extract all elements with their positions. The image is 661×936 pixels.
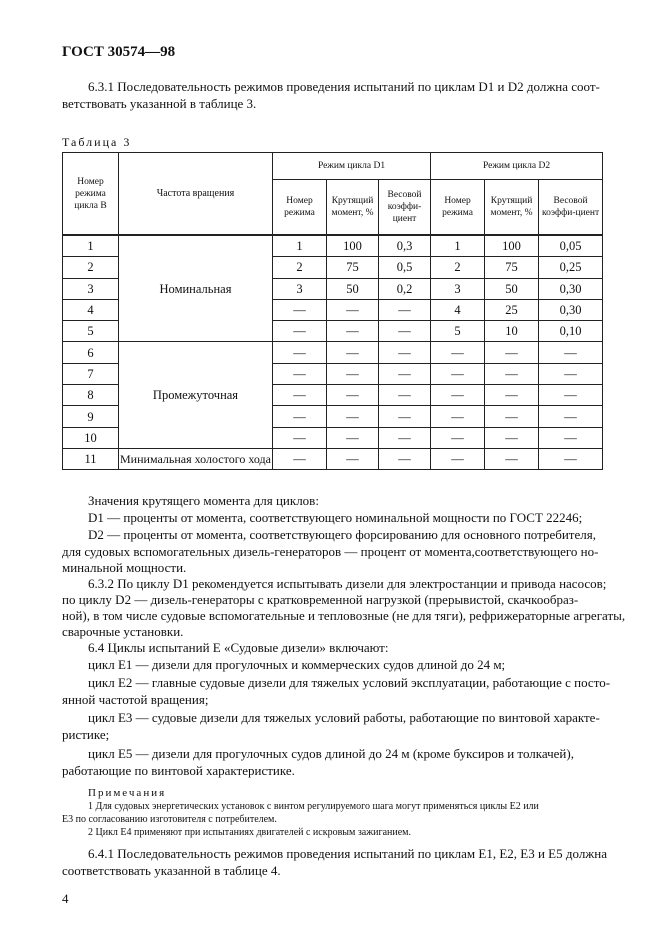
cell-b: 5 — [63, 321, 119, 342]
header-d1-torque: Крутящий момент, % — [327, 180, 379, 236]
cell-d1-num: — — [273, 299, 327, 320]
body-line: цикл E1 — дизели для прогулочных и коммерческих судов длиной до 24 м; — [88, 657, 506, 672]
cell-d1-num: — — [273, 363, 327, 384]
cell-d1-weight: — — [379, 321, 431, 342]
table-row — [63, 342, 603, 363]
cell-d2-num: — — [431, 342, 485, 363]
cell-d2-weight: — — [539, 342, 603, 363]
cell-d2-weight: 0,05 — [539, 235, 603, 257]
note-2: 2 Цикл E4 применяют при испытаниях двигателей с искровым зажиганием. — [88, 827, 412, 838]
cell-b: 8 — [63, 385, 119, 406]
body-line: ристике; — [62, 727, 110, 742]
cell-d1-torque: — — [327, 321, 379, 342]
body-line: D1 — проценты от момента, соответствующего номинальной мощности по ГОСТ 22246; — [88, 510, 583, 525]
cell-d2-num: — — [431, 385, 485, 406]
cell-b: 2 — [63, 257, 119, 278]
table-row — [63, 448, 603, 469]
cell-d1-torque: — — [327, 363, 379, 384]
cell-d2-torque: — — [485, 427, 539, 448]
cell-d2-num: — — [431, 363, 485, 384]
cell-d1-torque: 75 — [327, 257, 379, 278]
header-group-d2: Режим цикла D2 — [431, 153, 603, 180]
header-d2-torque: Крутящий момент, % — [485, 180, 539, 236]
cell-d1-num: — — [273, 385, 327, 406]
cell-d2-weight: — — [539, 427, 603, 448]
header-speed: Частота вращения — [119, 153, 273, 236]
final-line-1: 6.4.1 Последовательность режимов проведения испытаний по циклам E1, E2, E3 и E5 должна — [88, 846, 608, 861]
cell-d1-weight: — — [379, 448, 431, 469]
header-d2-num: Номер режима — [431, 180, 485, 236]
cell-d2-weight: 0,30 — [539, 278, 603, 299]
body-line: D2 — проценты от момента, соответствующего форсированию для основного потребителя, — [88, 527, 596, 542]
speed-nominal: Номинальная — [119, 235, 273, 342]
body-line: Значения крутящего момента для циклов: — [88, 493, 319, 508]
body-line: янной частотой вращения; — [62, 692, 209, 707]
cell-d1-num: — — [273, 321, 327, 342]
body-line: минальной мощности. — [62, 560, 187, 575]
cell-b: 3 — [63, 278, 119, 299]
cell-d2-num: — — [431, 406, 485, 427]
speed-intermediate: Промежуточная — [119, 342, 273, 448]
table-body — [63, 235, 603, 470]
cell-d2-num: — — [431, 448, 485, 469]
cell-d2-weight: 0,10 — [539, 321, 603, 342]
cell-d2-weight: — — [539, 448, 603, 469]
cell-d1-torque: — — [327, 427, 379, 448]
cell-d1-weight: — — [379, 363, 431, 384]
cell-d1-num: — — [273, 448, 327, 469]
cell-d2-torque: 75 — [485, 257, 539, 278]
cell-d2-torque: — — [485, 448, 539, 469]
body-line: цикл E3 — судовые дизели для тяжелых условий работы, работающие по винтовой характе- — [88, 710, 600, 725]
cell-d1-torque: 100 — [327, 235, 379, 257]
cell-d2-weight: — — [539, 406, 603, 427]
header-d2-weight: Весовой коэффи-циент — [539, 180, 603, 236]
cell-d2-torque: 100 — [485, 235, 539, 257]
cell-d1-weight: 0,3 — [379, 235, 431, 257]
body-line: цикл E5 — дизели для прогулочных судов длиной до 24 м (кроме буксиров и толкачей), — [88, 746, 574, 761]
table-3 — [62, 152, 603, 470]
body-line: ной), в том числе судовые вспомогательные и тепловозные (не для тяги), рефрижераторные агрегаты, — [62, 608, 626, 623]
header-mode-b: Номер режима цикла B — [63, 153, 119, 236]
cell-b: 1 — [63, 235, 119, 257]
cell-d2-num: — — [431, 427, 485, 448]
cell-d1-weight: — — [379, 385, 431, 406]
intro-line-2: ветствовать указанной в таблице 3. — [62, 96, 257, 111]
cell-d1-num: — — [273, 342, 327, 363]
body-line: цикл E2 — главные судовые дизели для тяжелых условий эксплуатации, работающие с посто- — [88, 675, 611, 690]
cell-d1-weight: — — [379, 427, 431, 448]
page-number: 4 — [62, 891, 69, 906]
cell-d1-torque: — — [327, 385, 379, 406]
body-line: 6.4 Циклы испытаний E «Судовые дизели» включают: — [88, 640, 389, 655]
body-line: работающие по винтовой характеристике. — [62, 763, 295, 778]
header-d1-num: Номер режима — [273, 180, 327, 236]
cell-d2-num: 4 — [431, 299, 485, 320]
cell-d1-num: 3 — [273, 278, 327, 299]
final-line-2: соответствовать указанной в таблице 4. — [62, 863, 281, 878]
body-line: сварочные установки. — [62, 624, 184, 639]
body-line: по циклу D2 — дизель-генераторы с кратковременной нагрузкой (прерывистой, скачкообраз- — [62, 592, 579, 607]
cell-d1-weight: 0,5 — [379, 257, 431, 278]
cell-d2-torque: 10 — [485, 321, 539, 342]
cell-d2-weight: 0,30 — [539, 299, 603, 320]
cell-d2-weight: — — [539, 385, 603, 406]
cell-d1-weight: — — [379, 406, 431, 427]
cell-b: 9 — [63, 406, 119, 427]
cell-d1-torque: — — [327, 448, 379, 469]
cell-d1-torque: — — [327, 406, 379, 427]
cell-d1-num: 2 — [273, 257, 327, 278]
cell-d1-num: — — [273, 427, 327, 448]
cell-d2-num: 3 — [431, 278, 485, 299]
header-group-d1: Режим цикла D1 — [273, 153, 431, 180]
cell-b: 7 — [63, 363, 119, 384]
cell-d2-torque: — — [485, 406, 539, 427]
document-id: ГОСТ 30574—98 — [62, 44, 176, 60]
cell-d2-weight: 0,25 — [539, 257, 603, 278]
cell-d2-torque: — — [485, 342, 539, 363]
cell-d2-num: 1 — [431, 235, 485, 257]
cell-d2-torque: — — [485, 385, 539, 406]
table-row — [63, 235, 603, 257]
notes-title: Примечания — [88, 787, 167, 799]
cell-d2-torque: 50 — [485, 278, 539, 299]
cell-d1-num: — — [273, 406, 327, 427]
cell-d2-num: 5 — [431, 321, 485, 342]
cell-d1-weight: — — [379, 299, 431, 320]
cell-d1-num: 1 — [273, 235, 327, 257]
body-line: 6.3.2 По циклу D1 рекомендуется испытывать дизели для электростанции и привода насосов; — [88, 576, 607, 591]
intro-line-1: 6.3.1 Последовательность режимов проведения испытаний по циклам D1 и D2 должна соот- — [88, 79, 600, 94]
cell-b: 6 — [63, 342, 119, 363]
cell-d2-torque: — — [485, 363, 539, 384]
cell-d1-torque: — — [327, 342, 379, 363]
header-d1-weight: Весовой коэффи-циент — [379, 180, 431, 236]
cell-b: 10 — [63, 427, 119, 448]
cell-d2-num: 2 — [431, 257, 485, 278]
cell-b: 4 — [63, 299, 119, 320]
note-1b: E3 по согласованию изготовителя с потребителем. — [62, 814, 277, 825]
cell-d1-weight: 0,2 — [379, 278, 431, 299]
cell-d1-torque: 50 — [327, 278, 379, 299]
speed-idle: Минимальная холостого хода — [119, 448, 273, 469]
cell-b: 11 — [63, 448, 119, 469]
cell-d2-weight: — — [539, 363, 603, 384]
cell-d2-torque: 25 — [485, 299, 539, 320]
table-caption: Таблица 3 — [62, 135, 132, 149]
body-line: для судовых вспомогательных дизель-генераторов — процент от момента,соответствующего но- — [62, 544, 599, 559]
cell-d1-weight: — — [379, 342, 431, 363]
note-1a: 1 Для судовых энергетических установок с винтом регулируемого шага могут применяться циклы E2 или — [88, 801, 539, 812]
cell-d1-torque: — — [327, 299, 379, 320]
